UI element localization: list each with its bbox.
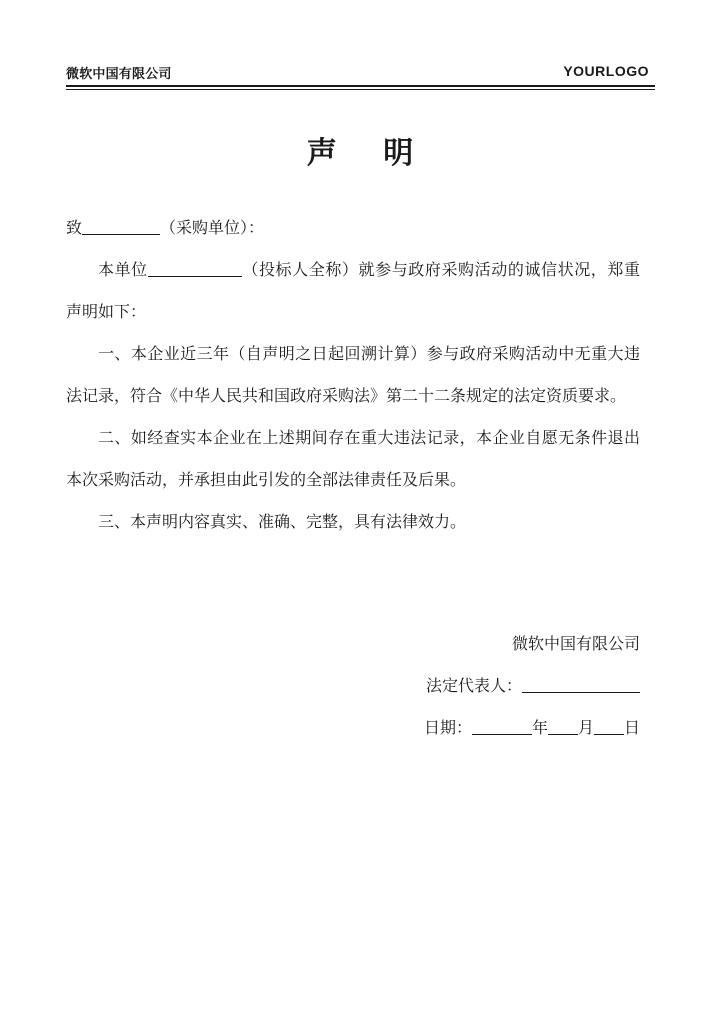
bidder-name-blank [148,260,242,277]
clause-1: 一、本企业近三年（自声明之日起回溯计算）参与政府采购活动中无重大违法记录，符合《中华人民共和国政府采购法》第二十二条规定的法定资质要求。 [66,344,640,405]
intro-suffix: （投标人全称）就参与政府采购活动的诚信状况，郑重声明如下： [66,260,640,321]
month-blank [548,718,578,735]
addressee-blank [82,218,160,235]
signature-company: 微软中国有限公司 [511,634,640,653]
year-blank [472,718,532,735]
header-rule-thick [66,85,655,87]
month-label: 月 [577,718,594,737]
document-title: 声 明 [306,136,432,171]
header-logo: YOURLOGO [563,63,649,79]
representative-blank [522,676,640,693]
clause-2: 二、如经查实本企业在上述期间存在重大违法记录，本企业自愿无条件退出本次采购活动，并承担由此引发的全部法律责任及后果。 [66,428,640,489]
intro-prefix: 本单位 [98,260,148,279]
page-header [66,60,655,84]
header-rule-thin [66,89,655,90]
document-body [66,207,640,543]
date-label: 日期： [423,718,472,737]
addressee-prefix: 致 [66,218,83,237]
addressee-suffix: （采购单位）： [160,218,265,237]
signature-block [424,623,640,749]
header-company-name: 微软中国有限公司 [66,67,172,82]
addressee-line [66,207,640,249]
day-blank [594,718,624,735]
representative-label: 法定代表人： [425,676,522,695]
year-label: 年 [531,718,548,737]
clause-3: 三、本声明内容真实、准确、完整，具有法律效力。 [98,512,467,531]
intro-paragraph [66,249,640,333]
date-line [424,707,640,749]
representative-line [424,665,640,707]
day-label: 日 [623,718,640,737]
